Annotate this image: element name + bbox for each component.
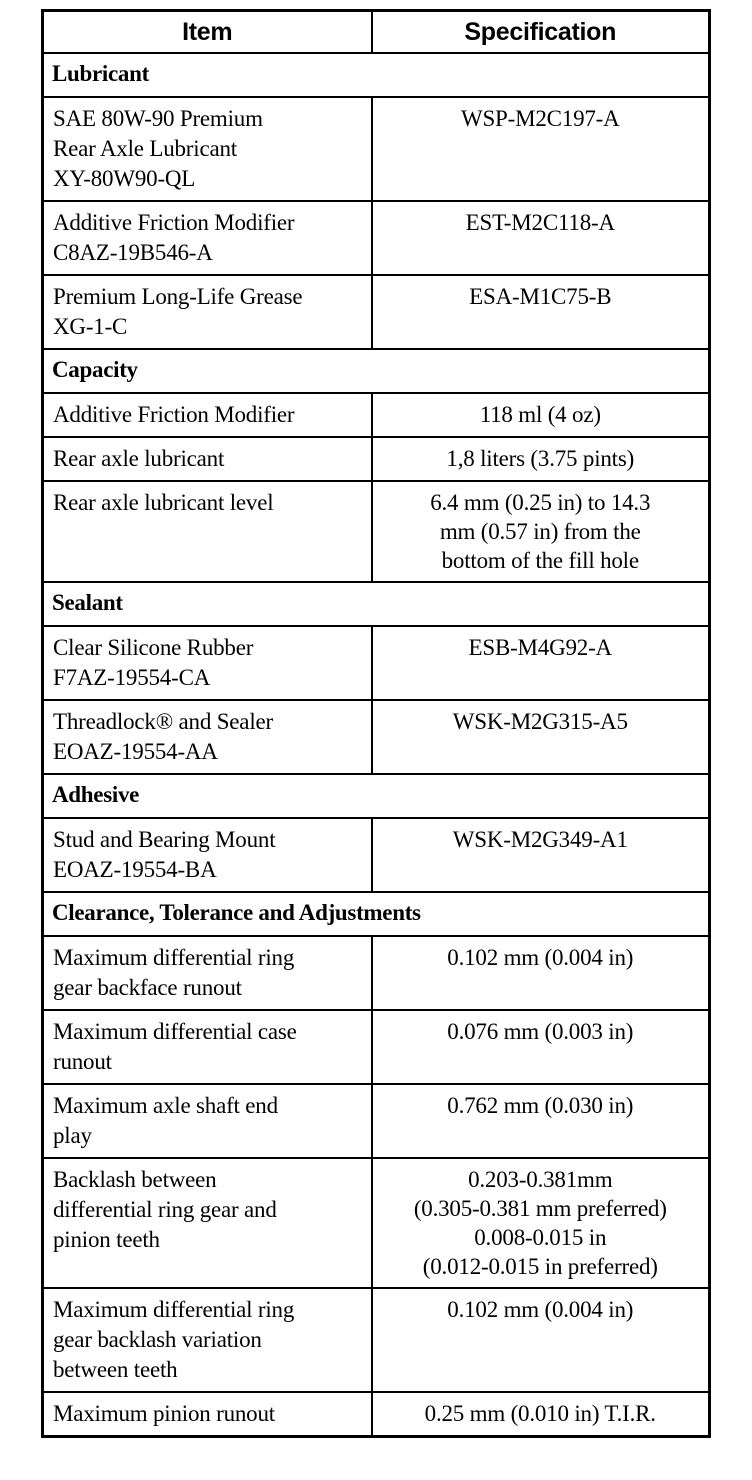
specification-cell: 1,8 liters (3.75 pints)	[372, 437, 710, 481]
item-cell: Threadlock® and Sealer EOAZ-19554-AA	[43, 700, 372, 774]
section-row	[43, 774, 710, 818]
specification-cell: 0.25 mm (0.010 in) T.I.R.	[372, 1392, 710, 1437]
specification-cell: 6.4 mm (0.25 in) to 14.3 mm (0.57 in) from the bottom of the fill hole	[372, 481, 710, 582]
table-body	[43, 53, 710, 1437]
item-cell: Additive Friction Modifier	[43, 393, 372, 437]
item-cell: Rear axle lubricant	[43, 437, 372, 481]
specification-cell: ESA-M1C75-B	[372, 275, 710, 349]
item-cell: SAE 80W-90 Premium Rear Axle Lubricant XY-80W90-QL	[43, 97, 372, 201]
specification-column-header: Specification	[372, 11, 710, 54]
section-title: Clearance, Tolerance and Adjustments	[43, 892, 710, 936]
table-header-row	[43, 11, 710, 54]
item-cell: Clear Silicone Rubber F7AZ-19554-CA	[43, 626, 372, 700]
section-row	[43, 349, 710, 393]
item-cell: Backlash between differential ring gear and pinion teeth	[43, 1158, 372, 1288]
item-cell: Maximum differential case runout	[43, 1010, 372, 1084]
table-row	[43, 700, 710, 774]
section-title: Capacity	[43, 349, 710, 393]
table-row	[43, 936, 710, 1010]
table-row	[43, 393, 710, 437]
section-row	[43, 892, 710, 936]
table-row	[43, 1158, 710, 1288]
table-row	[43, 1288, 710, 1392]
specification-cell: 0.102 mm (0.004 in)	[372, 1288, 710, 1392]
specification-cell: 0.203-0.381mm (0.305-0.381 mm preferred) 0.008-0.015 in (0.012-0.015 in preferred)	[372, 1158, 710, 1288]
table-row	[43, 437, 710, 481]
table-row	[43, 201, 710, 275]
item-cell: Premium Long-Life Grease XG-1-C	[43, 275, 372, 349]
table-row	[43, 626, 710, 700]
section-row	[43, 582, 710, 626]
specification-cell: WSP-M2C197-A	[372, 97, 710, 201]
section-title: Adhesive	[43, 774, 710, 818]
section-title: Sealant	[43, 582, 710, 626]
specification-table	[41, 9, 711, 1438]
item-cell: Maximum pinion runout	[43, 1392, 372, 1437]
specification-cell: 0.076 mm (0.003 in)	[372, 1010, 710, 1084]
table-row	[43, 1392, 710, 1437]
item-column-header: Item	[43, 11, 372, 54]
specification-cell: WSK-M2G315-A5	[372, 700, 710, 774]
section-title: Lubricant	[43, 53, 710, 97]
table-row	[43, 1010, 710, 1084]
specification-cell: 118 ml (4 oz)	[372, 393, 710, 437]
table-row	[43, 97, 710, 201]
item-cell: Rear axle lubricant level	[43, 481, 372, 582]
table-row	[43, 818, 710, 892]
specification-cell: 0.102 mm (0.004 in)	[372, 936, 710, 1010]
specification-cell: 0.762 mm (0.030 in)	[372, 1084, 710, 1158]
item-cell: Additive Friction Modifier C8AZ-19B546-A	[43, 201, 372, 275]
section-row	[43, 53, 710, 97]
specification-cell: WSK-M2G349-A1	[372, 818, 710, 892]
item-cell: Maximum differential ring gear backface runout	[43, 936, 372, 1010]
specification-cell: ESB-M4G92-A	[372, 626, 710, 700]
table-row	[43, 1084, 710, 1158]
table-row	[43, 481, 710, 582]
item-cell: Maximum axle shaft end play	[43, 1084, 372, 1158]
item-cell: Stud and Bearing Mount EOAZ-19554-BA	[43, 818, 372, 892]
item-cell: Maximum differential ring gear backlash variation between teeth	[43, 1288, 372, 1392]
table-row	[43, 275, 710, 349]
specification-cell: EST-M2C118-A	[372, 201, 710, 275]
